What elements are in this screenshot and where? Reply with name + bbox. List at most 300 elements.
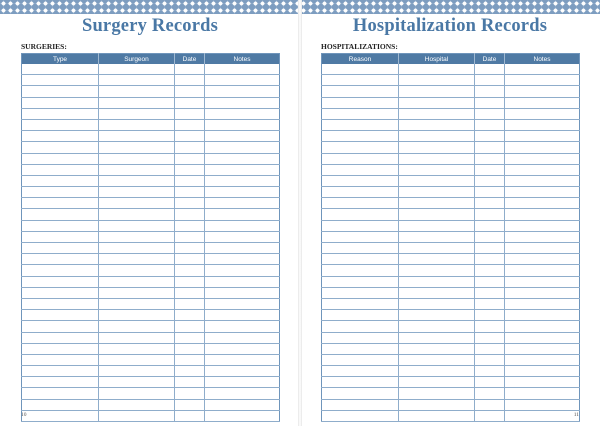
table-cell	[99, 388, 175, 399]
table-cell	[505, 388, 580, 399]
table-cell	[205, 388, 280, 399]
table-cell	[22, 377, 99, 388]
table-cell	[205, 64, 280, 75]
table-cell	[175, 97, 205, 108]
table-row	[322, 243, 580, 254]
table-cell	[175, 175, 205, 186]
table-row	[22, 276, 280, 287]
table-cell	[205, 198, 280, 209]
table-row	[322, 298, 580, 309]
table-cell	[205, 108, 280, 119]
table-row	[322, 209, 580, 220]
table-cell	[322, 265, 399, 276]
table-cell	[175, 243, 205, 254]
table-cell	[475, 97, 505, 108]
table-row	[22, 399, 280, 410]
table-cell	[399, 209, 475, 220]
table-row	[322, 332, 580, 343]
table-cell	[99, 321, 175, 332]
table-cell	[205, 153, 280, 164]
table-cell	[22, 131, 99, 142]
table-cell	[99, 377, 175, 388]
column-header-reason: Reason	[322, 54, 399, 65]
table-cell	[22, 287, 99, 298]
table-cell	[505, 410, 580, 421]
table-cell	[205, 175, 280, 186]
table-cell	[205, 377, 280, 388]
table-cell	[99, 175, 175, 186]
table-cell	[22, 220, 99, 231]
table-row	[322, 220, 580, 231]
column-header-date: Date	[175, 54, 205, 65]
table-cell	[22, 354, 99, 365]
table-cell	[99, 64, 175, 75]
table-cell	[99, 410, 175, 421]
table-cell	[322, 86, 399, 97]
table-cell	[205, 254, 280, 265]
table-cell	[399, 153, 475, 164]
table-cell	[175, 231, 205, 242]
table-row	[322, 187, 580, 198]
table-cell	[399, 231, 475, 242]
table-cell	[22, 97, 99, 108]
table-row	[22, 298, 280, 309]
table-row	[22, 164, 280, 175]
table-row	[22, 198, 280, 209]
table-row	[322, 254, 580, 265]
table-row	[322, 198, 580, 209]
table-cell	[505, 298, 580, 309]
table-cell	[175, 399, 205, 410]
table-row	[22, 119, 280, 130]
table-cell	[205, 187, 280, 198]
table-cell	[22, 332, 99, 343]
table-cell	[475, 287, 505, 298]
table-cell	[175, 276, 205, 287]
table-cell	[399, 119, 475, 130]
table-cell	[475, 187, 505, 198]
table-cell	[175, 343, 205, 354]
table-cell	[175, 388, 205, 399]
table-cell	[399, 343, 475, 354]
column-header-notes: Notes	[505, 54, 580, 65]
table-cell	[205, 131, 280, 142]
table-cell	[22, 153, 99, 164]
table-cell	[505, 276, 580, 287]
table-cell	[205, 321, 280, 332]
table-cell	[505, 198, 580, 209]
table-cell	[175, 410, 205, 421]
table-cell	[399, 75, 475, 86]
table-cell	[205, 265, 280, 276]
table-row	[22, 366, 280, 377]
table-cell	[99, 209, 175, 220]
table-cell	[99, 220, 175, 231]
table-cell	[205, 119, 280, 130]
table-cell	[99, 343, 175, 354]
table-cell	[322, 354, 399, 365]
page-number: 10	[21, 412, 27, 418]
table-cell	[99, 298, 175, 309]
table-cell	[399, 131, 475, 142]
column-header-hospital: Hospital	[399, 54, 475, 65]
table-cell	[475, 254, 505, 265]
table-row	[322, 86, 580, 97]
decorative-pattern-band	[300, 0, 600, 14]
table-cell	[322, 377, 399, 388]
table-cell	[322, 366, 399, 377]
table-cell	[175, 153, 205, 164]
table-row	[22, 287, 280, 298]
table-cell	[175, 64, 205, 75]
table-cell	[505, 377, 580, 388]
table-cell	[99, 75, 175, 86]
table-cell	[322, 410, 399, 421]
table-row	[322, 399, 580, 410]
table-cell	[399, 388, 475, 399]
table-cell	[205, 399, 280, 410]
table-cell	[399, 265, 475, 276]
table-row	[22, 265, 280, 276]
table-cell	[99, 287, 175, 298]
table-cell	[175, 287, 205, 298]
table-cell	[505, 399, 580, 410]
table-cell	[505, 86, 580, 97]
table-cell	[475, 119, 505, 130]
table-row	[22, 220, 280, 231]
table-cell	[205, 142, 280, 153]
table-row	[322, 321, 580, 332]
table-cell	[22, 410, 99, 421]
table-cell	[175, 142, 205, 153]
table-cell	[99, 354, 175, 365]
table-cell	[175, 187, 205, 198]
table-cell	[205, 243, 280, 254]
table-cell	[399, 399, 475, 410]
table-cell	[475, 108, 505, 119]
column-header-notes: Notes	[205, 54, 280, 65]
right-page	[300, 0, 600, 426]
table-cell	[475, 377, 505, 388]
table-row	[322, 366, 580, 377]
table-cell	[205, 310, 280, 321]
table-cell	[475, 231, 505, 242]
table-cell	[322, 332, 399, 343]
table-row	[22, 86, 280, 97]
table-row	[22, 175, 280, 186]
table-row	[22, 108, 280, 119]
table-cell	[505, 321, 580, 332]
table-cell	[22, 321, 99, 332]
table-cell	[22, 366, 99, 377]
table-cell	[322, 388, 399, 399]
table-cell	[175, 198, 205, 209]
table-cell	[22, 399, 99, 410]
table-row	[22, 97, 280, 108]
table-cell	[322, 164, 399, 175]
table-cell	[475, 198, 505, 209]
book-gutter	[298, 0, 302, 426]
table-cell	[322, 310, 399, 321]
table-cell	[22, 254, 99, 265]
table-cell	[175, 366, 205, 377]
table-cell	[505, 142, 580, 153]
table-cell	[99, 198, 175, 209]
table-cell	[322, 254, 399, 265]
table-cell	[22, 310, 99, 321]
table-cell	[22, 298, 99, 309]
table-cell	[322, 64, 399, 75]
table-cell	[399, 97, 475, 108]
table-cell	[399, 254, 475, 265]
table-cell	[475, 265, 505, 276]
table-cell	[475, 153, 505, 164]
table-cell	[322, 287, 399, 298]
table-cell	[22, 86, 99, 97]
table-cell	[322, 209, 399, 220]
table-cell	[322, 298, 399, 309]
table-cell	[175, 265, 205, 276]
table-cell	[205, 410, 280, 421]
table-cell	[22, 343, 99, 354]
table-cell	[475, 399, 505, 410]
table-cell	[322, 131, 399, 142]
table-cell	[475, 410, 505, 421]
table-cell	[475, 298, 505, 309]
table-row	[22, 209, 280, 220]
table-header-row	[22, 54, 280, 65]
table-row	[22, 310, 280, 321]
table-cell	[175, 108, 205, 119]
table-cell	[22, 388, 99, 399]
table-cell	[399, 142, 475, 153]
table-cell	[205, 220, 280, 231]
table-cell	[505, 187, 580, 198]
table-cell	[322, 231, 399, 242]
table-cell	[399, 198, 475, 209]
table-cell	[505, 175, 580, 186]
table-cell	[205, 354, 280, 365]
table-cell	[399, 354, 475, 365]
table-cell	[322, 198, 399, 209]
table-row	[322, 354, 580, 365]
table-cell	[99, 142, 175, 153]
table-cell	[205, 366, 280, 377]
table-cell	[22, 265, 99, 276]
table-cell	[99, 332, 175, 343]
table-row	[322, 108, 580, 119]
table-row	[322, 265, 580, 276]
table-cell	[322, 343, 399, 354]
table-cell	[175, 119, 205, 130]
table-cell	[175, 164, 205, 175]
table-row	[322, 231, 580, 242]
table-cell	[399, 366, 475, 377]
table-row	[22, 231, 280, 242]
table-cell	[475, 343, 505, 354]
table-cell	[322, 142, 399, 153]
table-row	[322, 75, 580, 86]
table-row	[22, 187, 280, 198]
table-row	[322, 131, 580, 142]
table-cell	[99, 153, 175, 164]
table-cell	[475, 321, 505, 332]
table-cell	[175, 332, 205, 343]
table-cell	[22, 175, 99, 186]
table-cell	[322, 187, 399, 198]
table-row	[22, 410, 280, 421]
table-cell	[99, 366, 175, 377]
table-row	[322, 410, 580, 421]
table-cell	[399, 287, 475, 298]
table-row	[22, 377, 280, 388]
table-row	[322, 175, 580, 186]
table-row	[22, 321, 280, 332]
table-cell	[475, 310, 505, 321]
table-row	[322, 343, 580, 354]
table-row	[322, 142, 580, 153]
table-cell	[505, 209, 580, 220]
column-header-type: Type	[22, 54, 99, 65]
decorative-pattern-band	[0, 0, 300, 14]
table-cell	[475, 164, 505, 175]
table-row	[322, 119, 580, 130]
table-cell	[399, 64, 475, 75]
table-cell	[99, 86, 175, 97]
table-cell	[475, 243, 505, 254]
table-cell	[22, 142, 99, 153]
table-row	[322, 153, 580, 164]
table-cell	[505, 97, 580, 108]
table-cell	[205, 287, 280, 298]
table-row	[22, 354, 280, 365]
table-cell	[505, 265, 580, 276]
table-cell	[475, 75, 505, 86]
table-cell	[205, 164, 280, 175]
table-cell	[475, 276, 505, 287]
table-cell	[22, 276, 99, 287]
table-cell	[505, 366, 580, 377]
table-cell	[22, 64, 99, 75]
table-cell	[22, 231, 99, 242]
table-cell	[399, 410, 475, 421]
table-cell	[22, 209, 99, 220]
table-cell	[505, 220, 580, 231]
table-cell	[322, 399, 399, 410]
table-cell	[175, 254, 205, 265]
table-cell	[322, 175, 399, 186]
table-cell	[505, 64, 580, 75]
table-cell	[175, 354, 205, 365]
table-cell	[505, 131, 580, 142]
table-cell	[99, 265, 175, 276]
table-cell	[99, 119, 175, 130]
table-row	[322, 64, 580, 75]
table-cell	[22, 119, 99, 130]
table-header-row	[322, 54, 580, 65]
table-row	[322, 164, 580, 175]
table-cell	[175, 220, 205, 231]
table-cell	[322, 97, 399, 108]
table-cell	[399, 175, 475, 186]
section-label: HOSPITALIZATIONS:	[321, 42, 398, 51]
table-cell	[475, 175, 505, 186]
table-row	[22, 254, 280, 265]
table-cell	[505, 310, 580, 321]
table-cell	[475, 64, 505, 75]
table-cell	[99, 310, 175, 321]
table-cell	[399, 332, 475, 343]
table-cell	[175, 86, 205, 97]
table-cell	[322, 276, 399, 287]
table-cell	[475, 142, 505, 153]
table-cell	[175, 298, 205, 309]
table-cell	[322, 220, 399, 231]
table-cell	[205, 332, 280, 343]
table-cell	[475, 332, 505, 343]
table-cell	[205, 231, 280, 242]
table-cell	[99, 243, 175, 254]
table-cell	[99, 131, 175, 142]
table-cell	[22, 108, 99, 119]
table-cell	[205, 75, 280, 86]
table-cell	[399, 164, 475, 175]
table-row	[22, 332, 280, 343]
table-cell	[322, 75, 399, 86]
table-cell	[99, 231, 175, 242]
table-cell	[505, 287, 580, 298]
table-cell	[505, 332, 580, 343]
table-cell	[205, 343, 280, 354]
page-number: 11	[573, 412, 579, 418]
table-cell	[22, 187, 99, 198]
table-cell	[399, 321, 475, 332]
table-row	[322, 276, 580, 287]
table-cell	[505, 153, 580, 164]
table-cell	[99, 187, 175, 198]
table-cell	[322, 243, 399, 254]
table-row	[322, 287, 580, 298]
table-cell	[205, 97, 280, 108]
table-cell	[399, 86, 475, 97]
table-cell	[205, 86, 280, 97]
table-row	[22, 75, 280, 86]
table-row	[322, 388, 580, 399]
table-row	[22, 64, 280, 75]
table-cell	[399, 276, 475, 287]
section-label: SURGERIES:	[21, 42, 67, 51]
table-cell	[505, 343, 580, 354]
table-row	[22, 243, 280, 254]
table-cell	[99, 108, 175, 119]
table-cell	[175, 75, 205, 86]
column-header-date: Date	[475, 54, 505, 65]
table-cell	[322, 119, 399, 130]
column-header-surgeon: Surgeon	[99, 54, 175, 65]
table-row	[322, 310, 580, 321]
table-row	[22, 388, 280, 399]
table-cell	[175, 310, 205, 321]
table-cell	[475, 366, 505, 377]
hospitalization-records-table	[321, 53, 580, 422]
table-row	[22, 153, 280, 164]
page-title: Surgery Records	[81, 16, 219, 36]
table-cell	[22, 198, 99, 209]
table-cell	[99, 276, 175, 287]
table-cell	[505, 75, 580, 86]
table-cell	[99, 254, 175, 265]
table-row	[322, 97, 580, 108]
